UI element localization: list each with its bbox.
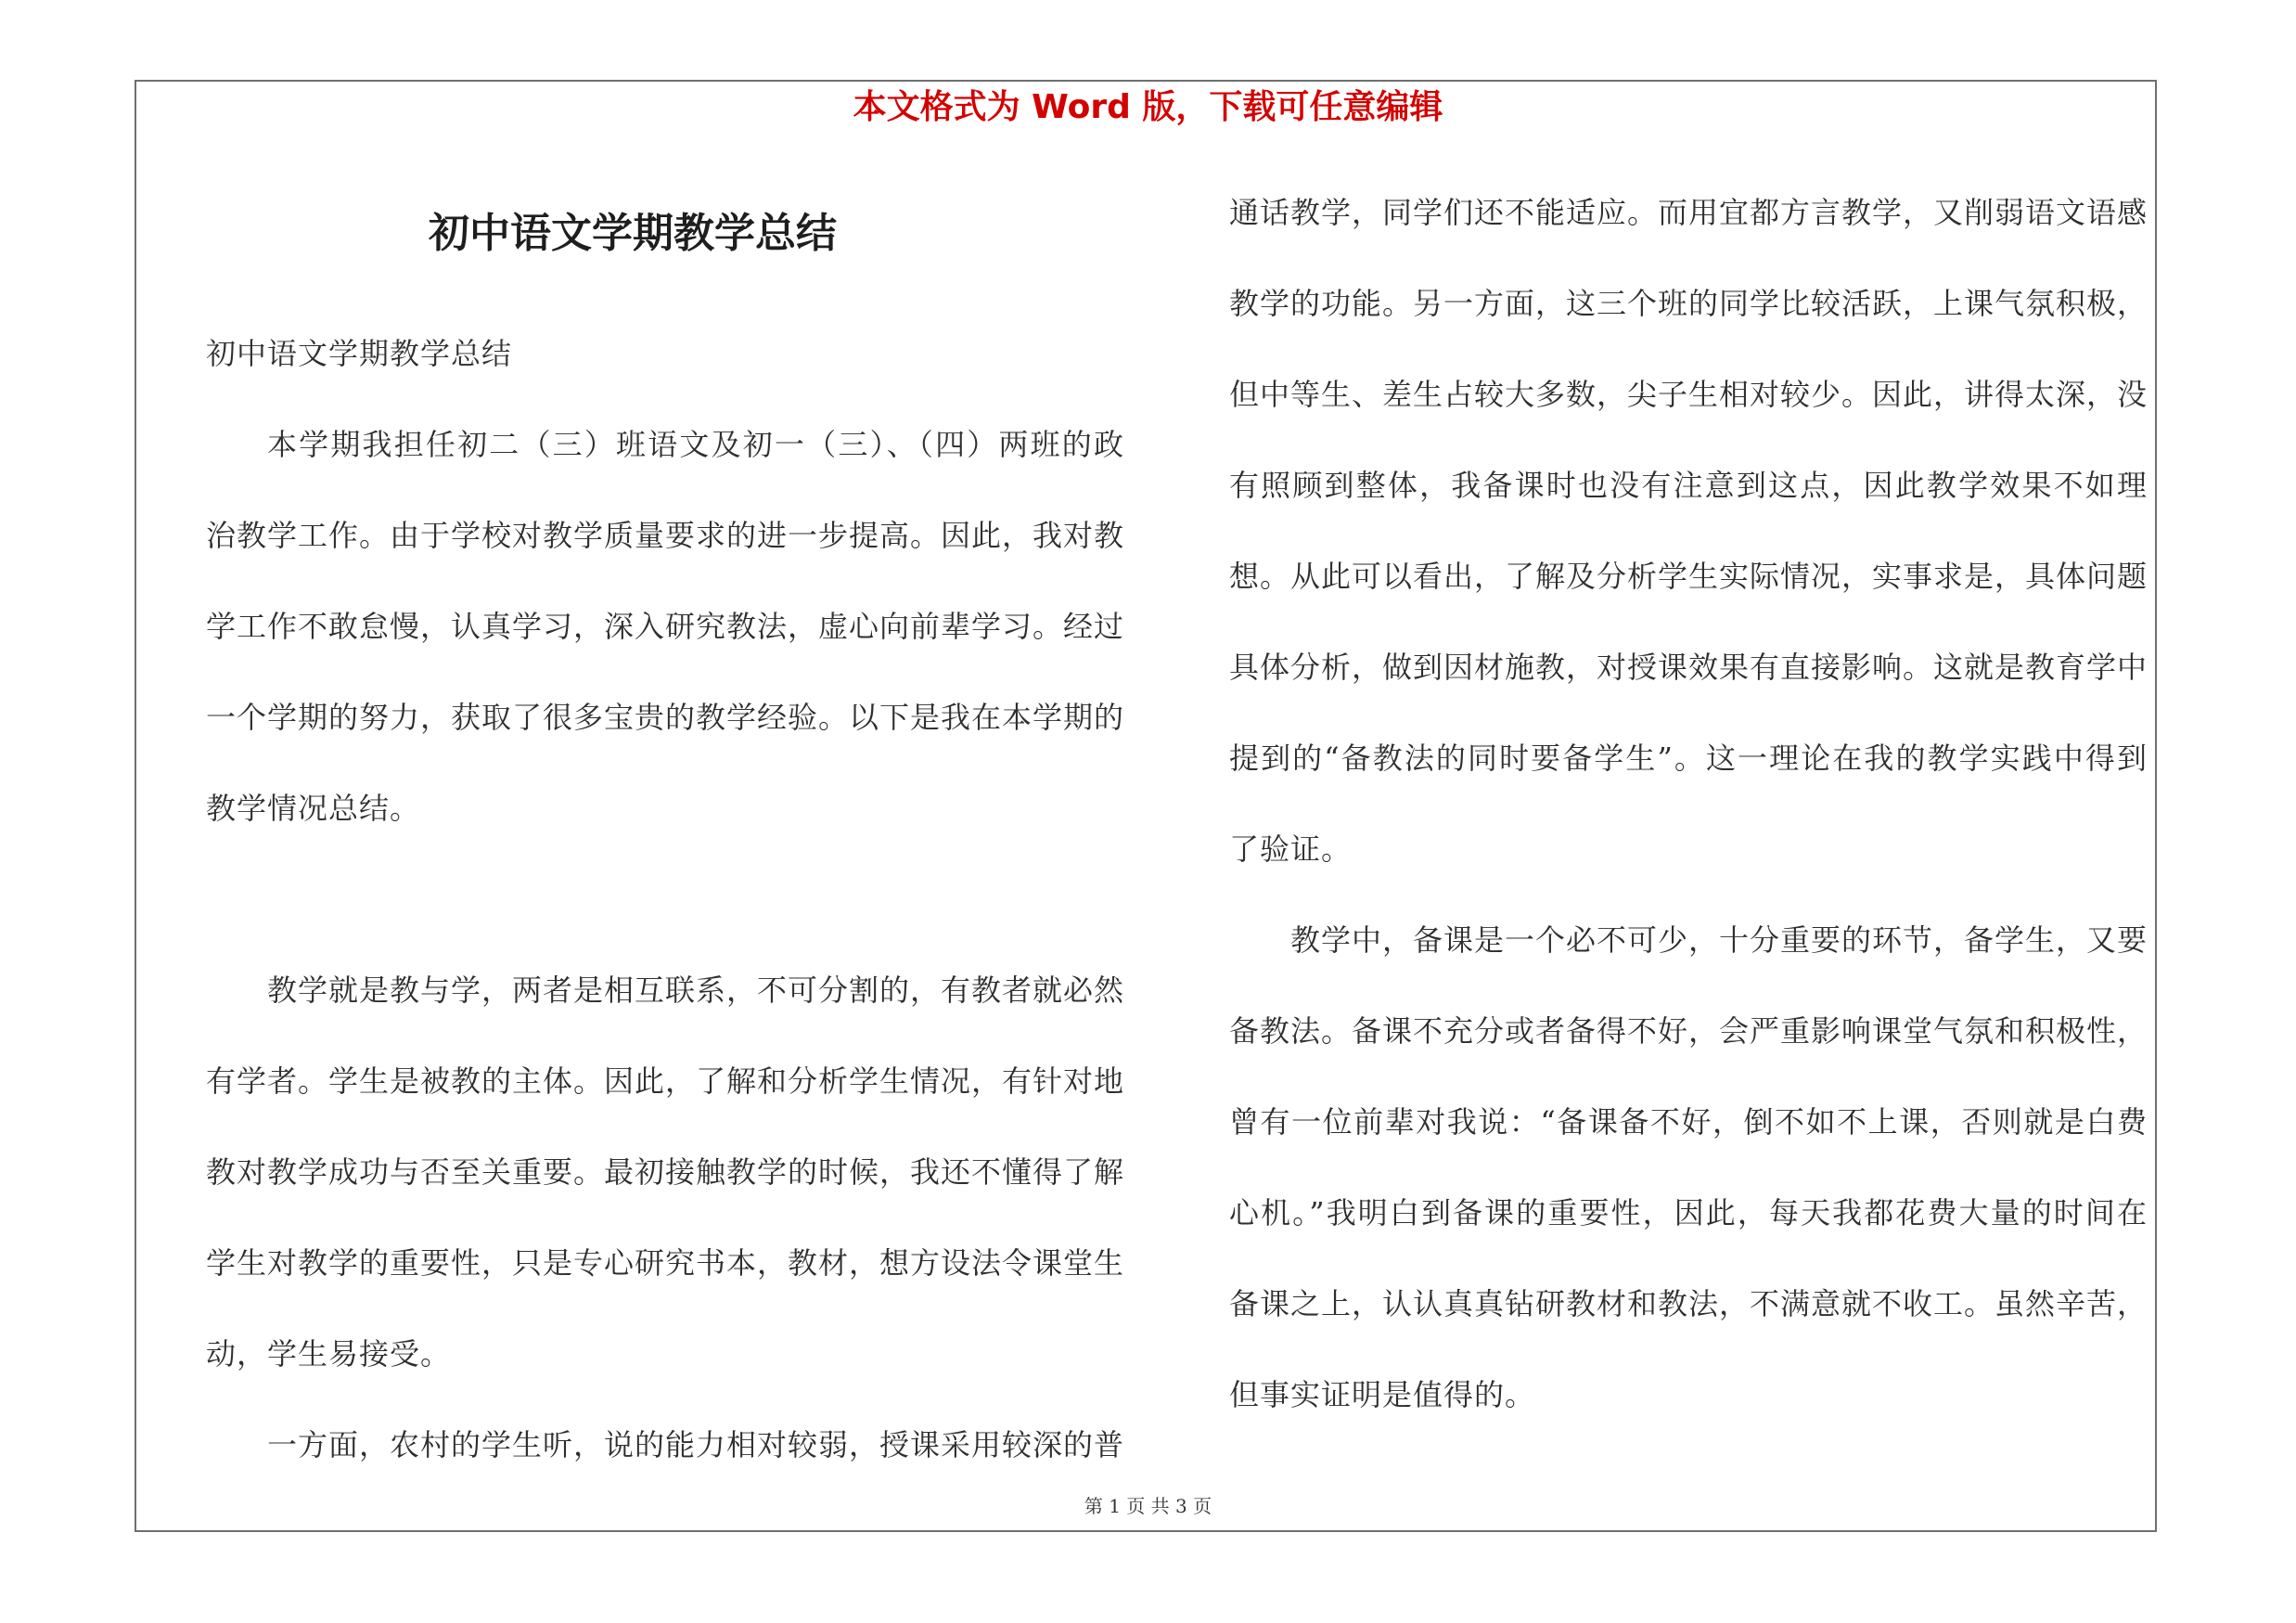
right-column [1229, 167, 2148, 1440]
page-number-footer: 第 1 页 共 3 页 [1084, 1495, 1212, 1517]
document-title: 初中语文学期教学总结 [429, 210, 837, 257]
subtitle-line: 初中语文学期教学总结 [206, 336, 513, 371]
paragraph-teaching: 教学就是教与学，两者是相互联系，不可分割的，有教者就必然有学者。学生是被教的主体。因此，了解和分析学生情况，有针对地教对教学成功与否至关重要。最初接触教学的时候，我还不懂得了解学生对教学的重要性，只是专心研究书本，教材，想方设法令课堂生动，学生易接受。 [206, 973, 1125, 1372]
paragraph-rural-students: 一方面，农村的学生听，说的能力相对较弱，授课采用较深的普 [267, 1427, 1125, 1462]
download-banner: 本文格式为 Word 版，下载可任意编辑 [853, 88, 1443, 126]
paragraph-lesson-prep: 教学中，备课是一个必不可少，十分重要的环节，备学生，又要备教法。备课不充分或者备得不好，会严重影响课堂气氛和积极性，曾有一位前辈对我说：“备课备不好，倒不如不上课，否则就是白费心机。”我明白到备课的重要性，因此，每天我都花费大量的时间在备课之上，认认真真钻研教材和教法，不满意就不收工。虽然辛苦，但事实证明是值得的。 [1229, 922, 2148, 1412]
paragraph-continuation: 通话教学，同学们还不能适应。而用宜都方言教学，又削弱语文语感教学的功能。另一方面，这三个班的同学比较活跃，上课气氛积极，但中等生、差生占较大多数，尖子生相对较少。因此，讲得太深，没有照顾到整体，我备课时也没有注意到这点，因此教学效果不如理想。从此可以看出，了解及分析学生实际情况，实事求是，具体问题具体分析，做到因材施教，对授课效果有直接影响。这就是教育学中提到的“备教法的同时要备学生”。这一理论在我的教学实践中得到了验证。 [1229, 195, 2148, 867]
paragraph-intro: 本学期我担任初二（三）班语文及初一（三）、（四）两班的政治教学工作。由于学校对教学质量要求的进一步提高。因此，我对教学工作不敢怠慢，认真学习，深入研究教法，虚心向前辈学习。经过一个学期的努力，获取了很多宝贵的教学经验。以下是我在本学期的教学情况总结。 [206, 427, 1125, 826]
left-column [206, 308, 1124, 1490]
